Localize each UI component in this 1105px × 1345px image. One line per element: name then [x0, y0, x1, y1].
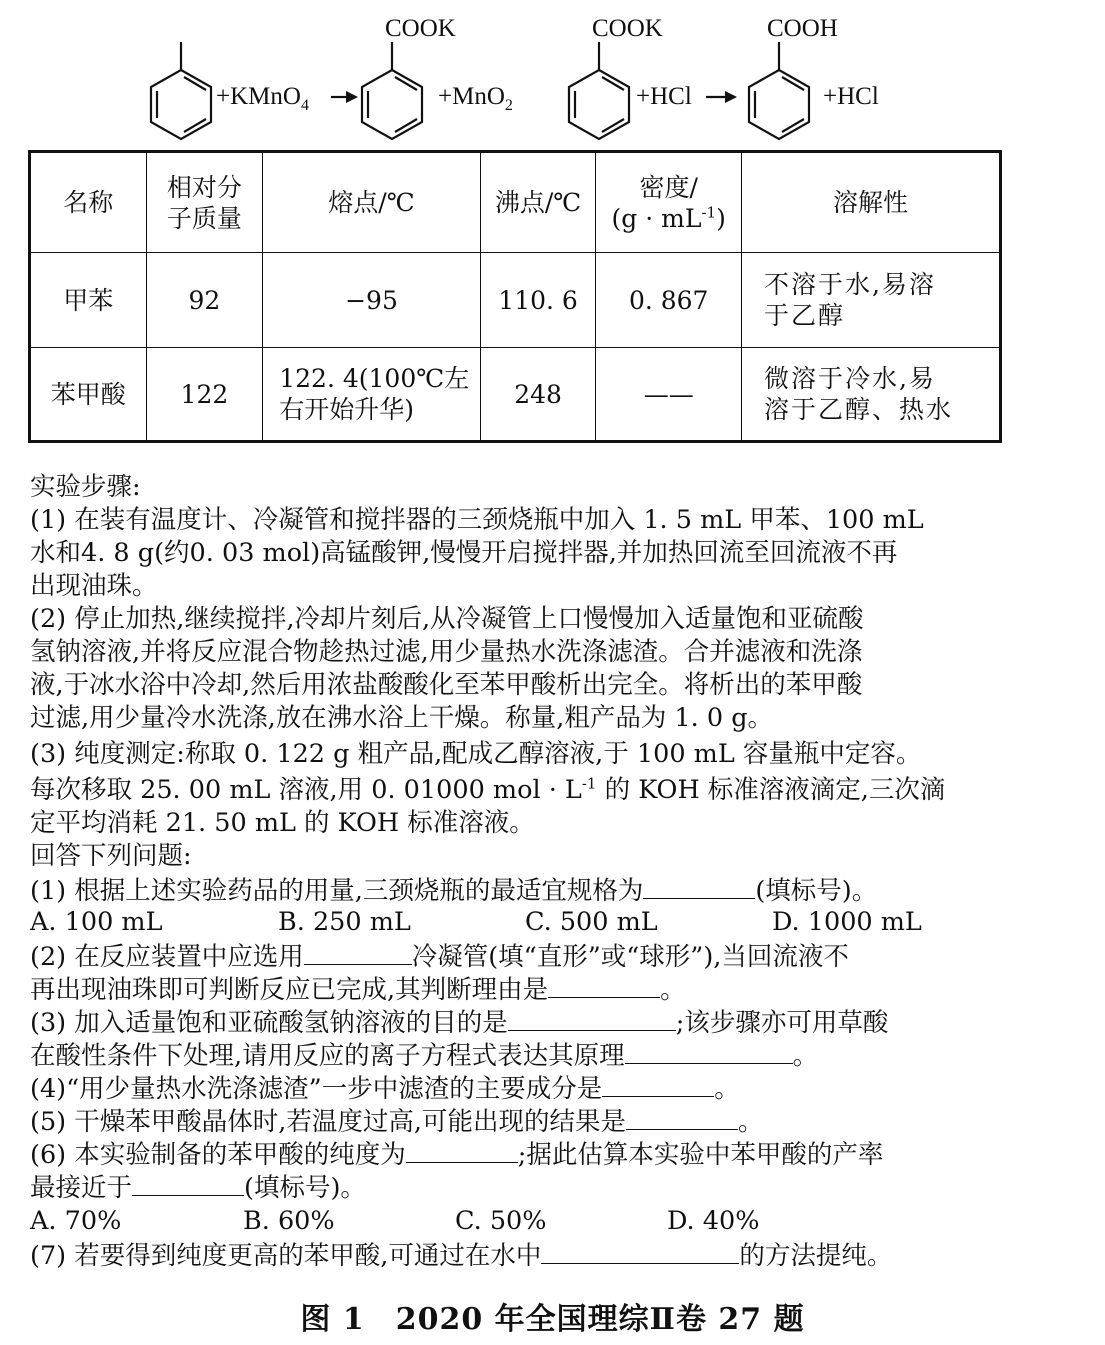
svg-text:COOK: COOK	[385, 15, 456, 42]
svg-text:+HCl: +HCl	[636, 83, 692, 110]
question-3: (3) 加入适量饱和亚硫酸氢钠溶液的目的是 ;该步骤亦可用草酸	[30, 1004, 888, 1040]
option-a: A. 100 mL	[30, 907, 163, 937]
table-header-row	[30, 152, 1001, 253]
cell-mp: −95	[263, 253, 480, 348]
header-density: 密度/ $(g \cdot mL^{-1})$	[596, 152, 742, 253]
header-solubility: 溶解性	[741, 152, 1000, 253]
question-4: (4)“用少量热水洗涤滤渣”一步中滤渣的主要成分是 。	[30, 1070, 740, 1106]
table-row	[30, 253, 1001, 348]
option-d: D. 40%	[667, 1206, 760, 1236]
step-line-koh: 每次移取 25. 00 mL 溶液,用 0. 01000 mol · $L^{-1}$ 的 KOH 标准溶液滴定,三次滴	[30, 774, 946, 805]
header-name: 名称	[30, 152, 147, 253]
step-line: 液,于冰水浴中冷却,然后用浓盐酸酸化至苯甲酸析出完全。将析出的苯甲酸	[30, 670, 863, 700]
question-3-cont: 在酸性条件下处理,请用反应的离子方程式表达其原理 。	[30, 1037, 818, 1073]
header-melting-point: 熔点/℃	[263, 152, 480, 253]
cell-mass: 122	[146, 348, 263, 442]
question-6-cont: 最接近于 (填标号)。	[30, 1169, 366, 1205]
option-b: B. 60%	[243, 1206, 335, 1236]
question-2-cont: 再出现油珠即可判断反应已完成,其判断理由是 。	[30, 971, 686, 1007]
cell-mp: 122. 4(100℃左 右开始升华)	[263, 348, 480, 442]
option-d: D. 1000 mL	[772, 907, 922, 937]
question-1: (1) 根据上述实验药品的用量,三颈烧瓶的最适宜规格为 (填标号)。	[30, 872, 877, 908]
step-line: (2) 停止加热,继续搅拌,冷却片刻后,从冷凝管上口慢慢加入适量饱和亚硫酸	[30, 604, 864, 634]
svg-text:COOH: COOH	[767, 15, 838, 42]
option-c: C. 500 mL	[525, 907, 658, 937]
cell-name: 苯甲酸	[30, 348, 147, 442]
arrow-head-2	[725, 91, 737, 103]
header-molar-mass: 相对分 子质量	[146, 152, 263, 253]
question-2: (2) 在反应装置中应选用 冷凝管(填“直形”或“球形”),当回流液不	[30, 938, 849, 974]
cell-bp: 248	[480, 348, 596, 442]
option-b: B. 250 mL	[278, 907, 411, 937]
arrow-head-1	[346, 91, 358, 103]
toluene-structure	[151, 42, 211, 139]
svg-text:+MnO2: +MnO$_2$	[438, 83, 513, 114]
figure-caption: 图 1 2020 年全国理综Ⅱ卷 27 题	[300, 1302, 805, 1337]
question-6: (6) 本实验制备的苯甲酸的纯度为 ;据此估算本实验中苯甲酸的产率	[30, 1136, 883, 1172]
potassium-benzoate-structure-1	[362, 42, 422, 139]
cell-name: 甲苯	[30, 253, 147, 348]
header-boiling-point: 沸点/℃	[480, 152, 596, 253]
cell-density: ——	[596, 348, 742, 442]
answer-blank[interactable]	[625, 1037, 793, 1064]
question-7: (7) 若要得到纯度更高的苯甲酸,可通过在水中 的方法提纯。	[30, 1237, 892, 1273]
cell-bp: 110. 6	[480, 253, 596, 348]
reaction-scheme	[0, 0, 1105, 150]
step-line: 出现油珠。	[30, 571, 158, 601]
step-line: 氢钠溶液,并将反应混合物趁热过滤,用少量热水洗涤滤渣。合并滤液和洗涤	[30, 637, 863, 667]
cell-solubility: 微溶于冷水,易 溶于乙醇、热水	[741, 348, 1000, 442]
answer-blank[interactable]	[132, 1169, 244, 1196]
step-line: (3) 纯度测定:称取 0. 122 g 粗产品,配成乙醇溶液,于 100 mL 容量瓶中定容。	[30, 739, 922, 769]
cell-solubility: 不溶于水,易溶 于乙醇	[741, 253, 1000, 348]
question-5: (5) 干燥苯甲酸晶体时,若温度过高,可能出现的结果是 。	[30, 1103, 763, 1139]
option-c: C. 50%	[455, 1206, 547, 1236]
cell-density: 0. 867	[596, 253, 742, 348]
answer-blank[interactable]	[548, 971, 660, 998]
answer-blank[interactable]	[643, 872, 755, 899]
answer-blank[interactable]	[304, 938, 412, 965]
questions-heading: 回答下列问题:	[30, 841, 192, 871]
answer-blank[interactable]	[602, 1070, 714, 1097]
svg-text:COOK: COOK	[592, 15, 663, 42]
step-line: 水和4. 8 g(约0. 03 mol)高锰酸钾,慢慢开启搅拌器,并加热回流至回流液不再	[30, 538, 898, 568]
answer-blank[interactable]	[541, 1237, 739, 1264]
table-row	[30, 348, 1001, 442]
step-line: 过滤,用少量冷水洗涤,放在沸水浴上干燥。称量,粗产品为 1. 0 g。	[30, 703, 774, 733]
property-table	[28, 150, 1002, 443]
cell-mass: 92	[146, 253, 263, 348]
answer-blank[interactable]	[508, 1004, 676, 1031]
answer-blank[interactable]	[626, 1103, 738, 1130]
potassium-benzoate-structure-2	[569, 42, 629, 139]
option-a: A. 70%	[30, 1206, 122, 1236]
step-line: 定平均消耗 21. 50 mL 的 KOH 标准溶液。	[30, 808, 535, 838]
svg-text:+HCl: +HCl	[823, 83, 879, 110]
step-line: (1) 在装有温度计、冷凝管和搅拌器的三颈烧瓶中加入 1. 5 mL 甲苯、100 mL	[30, 505, 924, 535]
steps-heading: 实验步骤:	[30, 472, 141, 502]
answer-blank[interactable]	[406, 1136, 518, 1163]
svg-text:+KMnO4: +KMnO$_4$	[216, 83, 309, 114]
benzoic-acid-structure	[749, 42, 809, 139]
